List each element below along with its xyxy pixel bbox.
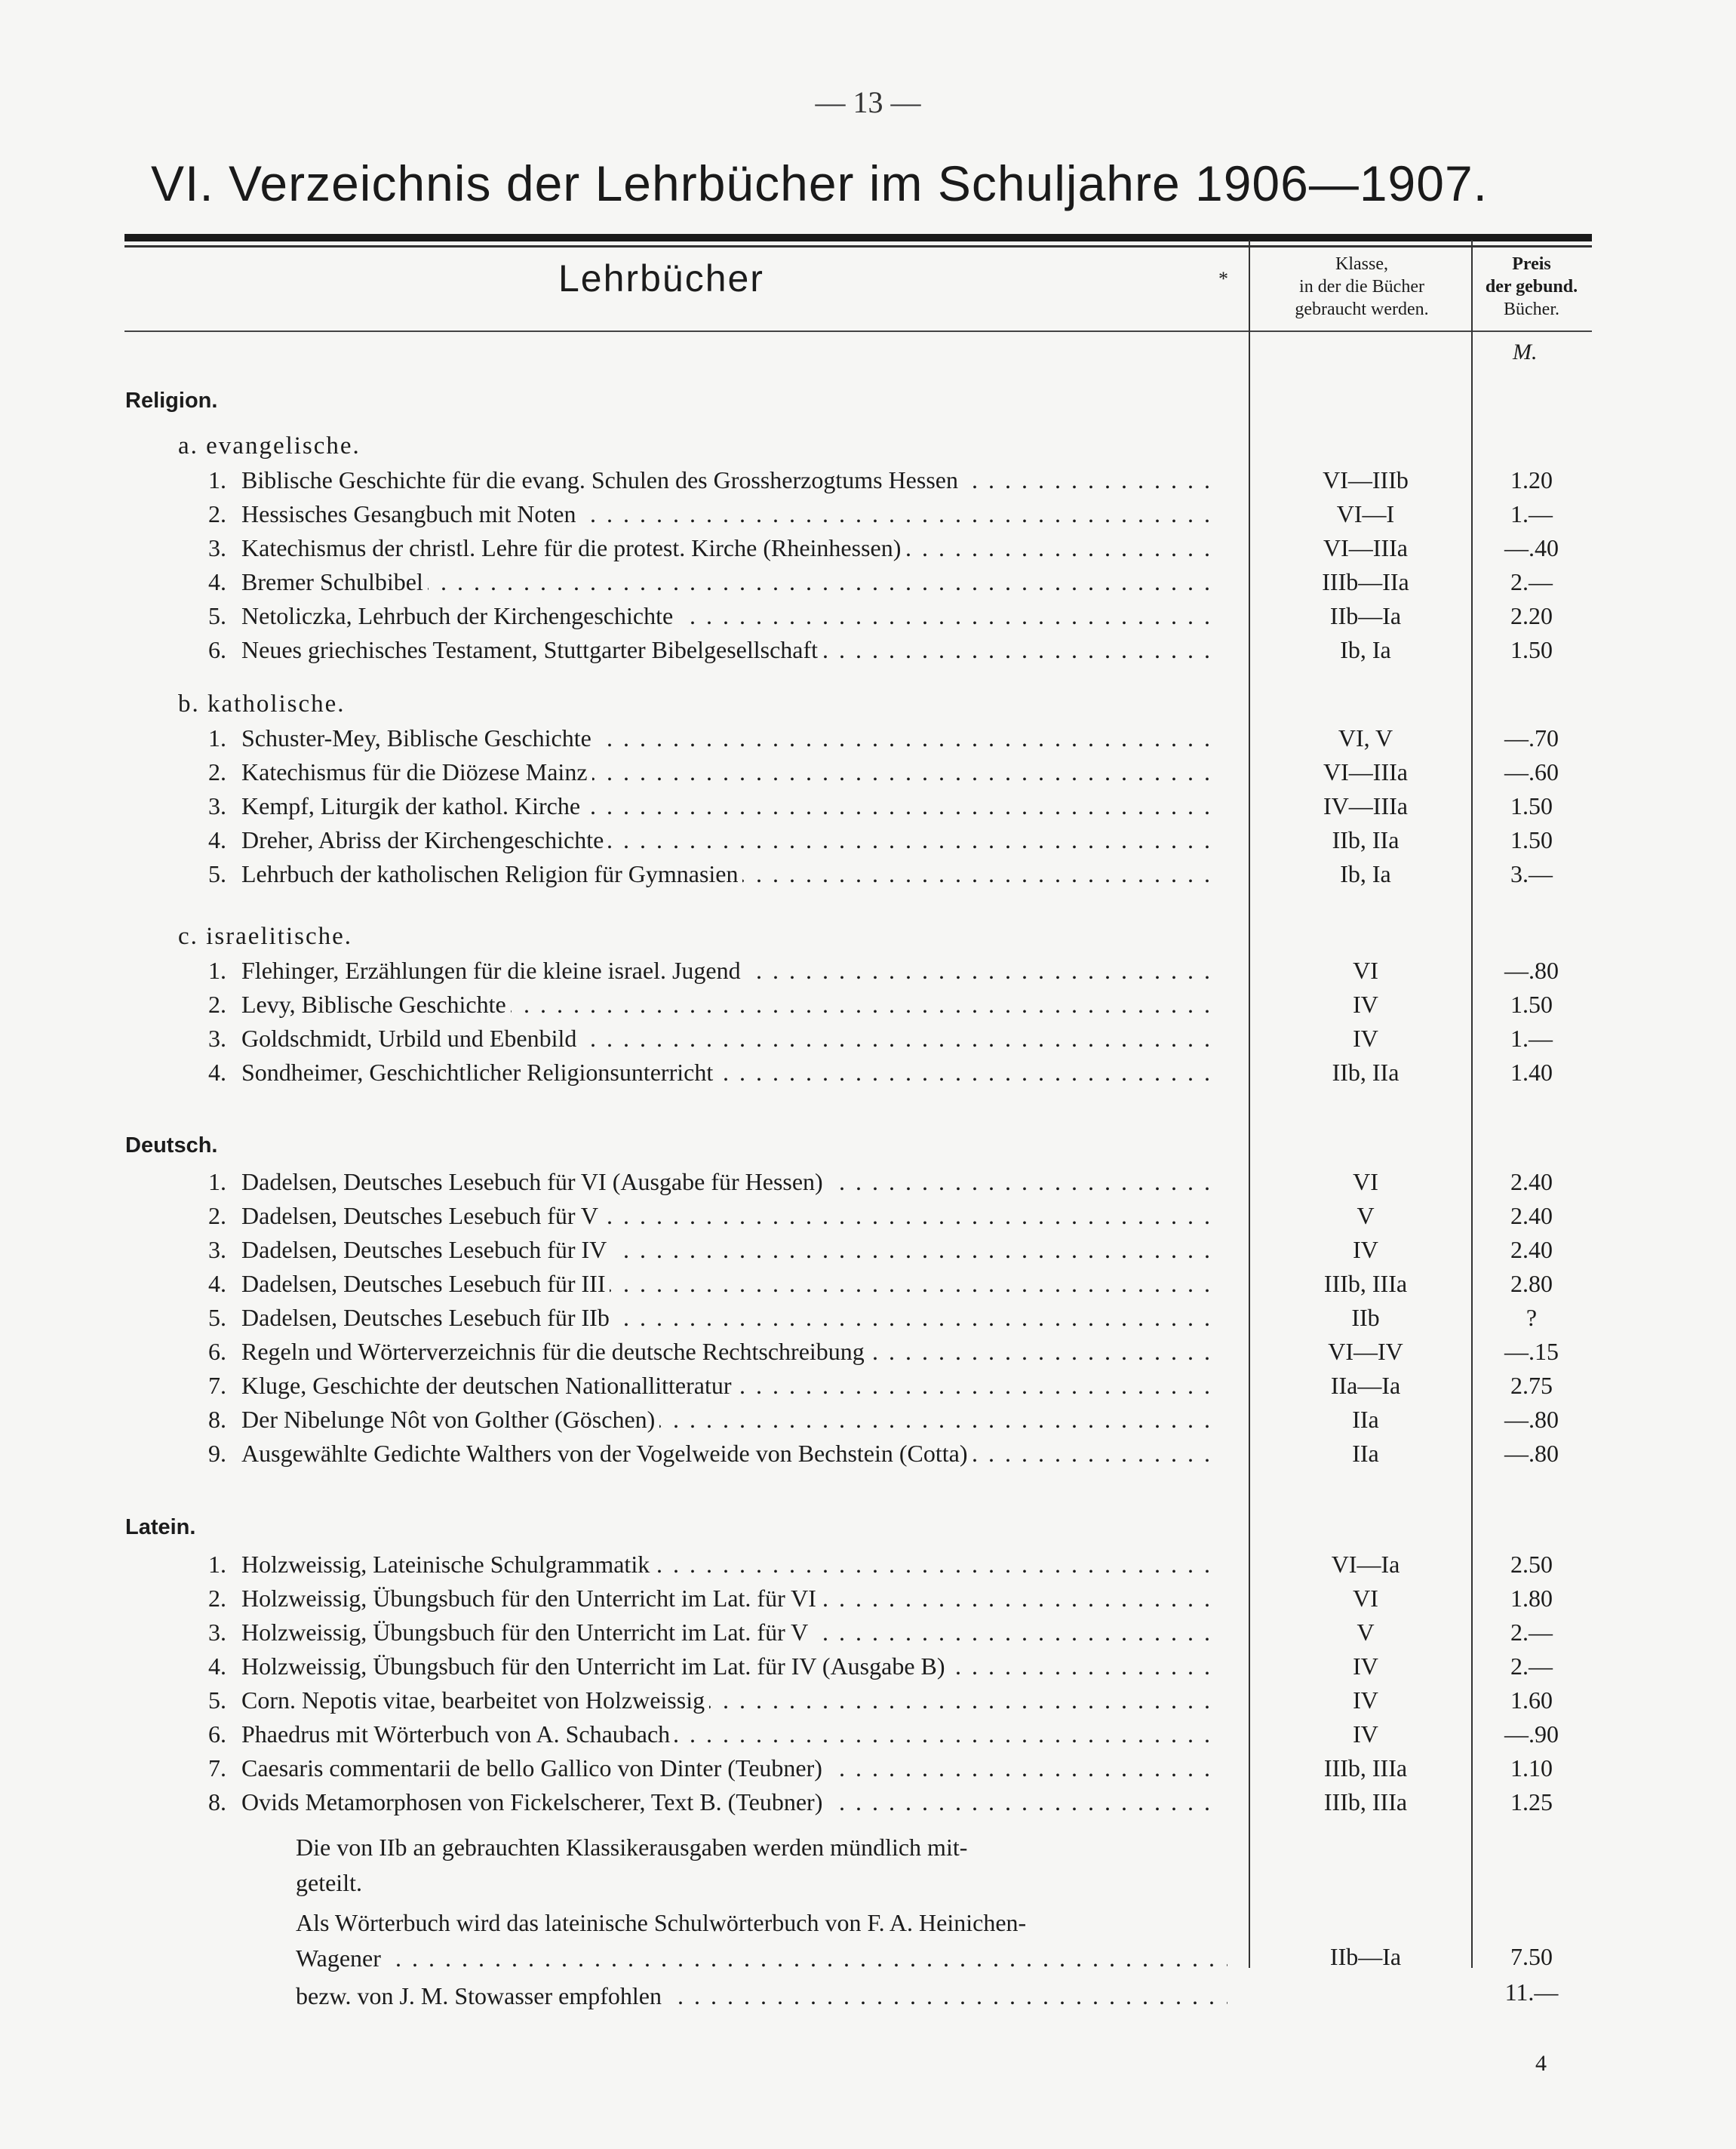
- book-title: Lehrbuch der katholischen Religion für Gymnasien . . .: [241, 860, 1222, 888]
- book-price: 2.—: [1510, 1619, 1553, 1646]
- dictionary-class: IIb—Ia: [1329, 1943, 1402, 1970]
- book-class: IIb: [1351, 1304, 1380, 1331]
- book-class: IV: [1353, 1025, 1378, 1052]
- book-class: VI—IIIb: [1323, 466, 1409, 493]
- book-price: 2.20: [1510, 602, 1553, 629]
- book-row: [0, 1754, 1736, 1788]
- book-class: IIa: [1352, 1406, 1379, 1433]
- book-class: IIa: [1352, 1440, 1379, 1467]
- book-class: IV: [1353, 991, 1378, 1018]
- book-number: 5.: [208, 1686, 226, 1714]
- book-title: Flehinger, Erzählungen für die kleine israel. Jugend . . .: [241, 957, 1222, 985]
- book-class: VI—IIIa: [1323, 758, 1408, 786]
- book-class: IIIb—IIa: [1322, 568, 1409, 595]
- book-class: IV: [1353, 1686, 1378, 1714]
- book-price: —.90: [1504, 1720, 1559, 1748]
- signature-mark: 4: [1535, 2051, 1547, 2076]
- book-row: [0, 1788, 1736, 1822]
- book-row: [0, 826, 1736, 859]
- page-number: — 13 —: [815, 85, 921, 119]
- price-header-line: der gebund.: [1485, 277, 1578, 297]
- book-number: 2.: [208, 1585, 226, 1612]
- book-number: 3.: [208, 792, 226, 819]
- book-title: Kluge, Geschichte der deutschen Nationallitteratur . . .: [241, 1372, 1222, 1400]
- book-title: Kempf, Liturgik der kathol. Kirche . . .: [241, 792, 1222, 820]
- book-number: 4.: [208, 568, 226, 595]
- book-row: [0, 466, 1736, 500]
- book-class: VI: [1353, 957, 1378, 984]
- book-title: Neues griechisches Testament, Stuttgarter Bibelgesellschaft . . .: [241, 636, 1222, 664]
- book-class: IV: [1353, 1652, 1378, 1680]
- book-class: VI: [1353, 1585, 1378, 1612]
- column-header-books: Lehrbücher: [558, 257, 764, 300]
- book-class: IIIb, IIIa: [1323, 1270, 1408, 1297]
- book-number: 7.: [208, 1754, 226, 1782]
- subsection-heading-katholisch: b. katholische.: [178, 690, 346, 718]
- book-class: IIb, IIa: [1332, 826, 1400, 853]
- book-number: 6.: [208, 1720, 226, 1748]
- book-price: —.70: [1504, 724, 1559, 752]
- header-rule-thin: [124, 245, 1592, 247]
- book-price: 1.50: [1510, 792, 1553, 819]
- book-price: 2.80: [1510, 1270, 1553, 1297]
- book-row: [0, 957, 1736, 990]
- book-price: 1.10: [1510, 1754, 1553, 1782]
- book-row: [0, 534, 1736, 567]
- book-row: [0, 1168, 1736, 1201]
- book-number: 7.: [208, 1372, 226, 1399]
- book-row: [0, 991, 1736, 1024]
- book-row: [0, 792, 1736, 825]
- book-price: 1.25: [1510, 1788, 1553, 1815]
- note-line: Die von IIb an gebrauchten Klassikerausgaben werden mündlich mit-: [296, 1834, 968, 1861]
- book-title: Ausgewählte Gedichte Walthers von der Vogelweide von Bechstein (Cotta) . . .: [241, 1440, 1222, 1468]
- book-row: [0, 1619, 1736, 1652]
- column-header-class: [1252, 253, 1471, 321]
- header-asterisk: *: [1218, 268, 1228, 290]
- book-number: 5.: [208, 860, 226, 887]
- book-row: [0, 1338, 1736, 1371]
- book-price: 2.—: [1510, 1652, 1553, 1680]
- book-row: [0, 758, 1736, 792]
- book-title: Phaedrus mit Wörterbuch von A. Schaubach . . .: [241, 1720, 1222, 1748]
- book-price: 1.—: [1510, 500, 1553, 527]
- book-row: [0, 860, 1736, 893]
- subsection-heading-israelitisch: c. israelitische.: [178, 923, 353, 950]
- book-title: Der Nibelunge Nôt von Golther (Göschen) . . .: [241, 1406, 1222, 1434]
- book-row: [0, 602, 1736, 635]
- header-rule-thick: [124, 234, 1592, 241]
- book-class: VI—IIIa: [1323, 534, 1408, 561]
- book-title: Dreher, Abriss der Kirchengeschichte . . .: [241, 826, 1222, 854]
- book-title: Dadelsen, Deutsches Lesebuch für VI (Ausgabe für Hessen) . . .: [241, 1168, 1222, 1196]
- book-title: Katechismus für die Diözese Mainz . . .: [241, 758, 1222, 786]
- book-row: [0, 1202, 1736, 1235]
- book-class: V: [1357, 1619, 1375, 1646]
- book-row: [0, 1270, 1736, 1303]
- latin-note-dictionary: [296, 1905, 1227, 1976]
- book-class: IIIb, IIIa: [1323, 1788, 1408, 1815]
- book-price: —.60: [1504, 758, 1559, 786]
- book-price: 1.20: [1510, 466, 1553, 493]
- book-row: [0, 1652, 1736, 1686]
- book-title: Ovids Metamorphosen von Fickelscherer, Text B. (Teubner) . . .: [241, 1788, 1222, 1816]
- book-title: Dadelsen, Deutsches Lesebuch für III . . .: [241, 1270, 1222, 1298]
- book-price: —.80: [1504, 1440, 1559, 1467]
- book-class: VI—Ia: [1331, 1551, 1400, 1578]
- book-title: Biblische Geschichte für die evang. Schulen des Grossherzogtums Hessen . . .: [241, 466, 1222, 494]
- book-title: Goldschmidt, Urbild und Ebenbild . . .: [241, 1025, 1222, 1053]
- note-line-dotted: bezw. von J. M. Stowasser empfohlen . . .: [296, 1978, 1227, 2014]
- book-price: —.80: [1504, 1406, 1559, 1433]
- book-title: Holzweissig, Übungsbuch für den Unterricht im Lat. für V . . .: [241, 1619, 1222, 1646]
- book-title: Holzweissig, Lateinische Schulgrammatik . . .: [241, 1551, 1222, 1579]
- header-rule-bottom: [124, 330, 1592, 332]
- book-number: 2.: [208, 991, 226, 1018]
- book-number: 5.: [208, 1304, 226, 1331]
- book-number: 4.: [208, 1652, 226, 1680]
- book-title: Netoliczka, Lehrbuch der Kirchengeschichte . . .: [241, 602, 1222, 630]
- book-number: 1.: [208, 724, 226, 752]
- book-price: 1.60: [1510, 1686, 1553, 1714]
- book-row: [0, 1551, 1736, 1584]
- book-class: IV: [1353, 1236, 1378, 1263]
- book-number: 1.: [208, 1168, 226, 1195]
- book-number: 4.: [208, 826, 226, 853]
- book-number: 2.: [208, 758, 226, 786]
- book-number: 9.: [208, 1440, 226, 1467]
- book-price: 2.40: [1510, 1236, 1553, 1263]
- book-number: 6.: [208, 1338, 226, 1365]
- book-number: 1.: [208, 1551, 226, 1578]
- book-class: VI: [1353, 1168, 1378, 1195]
- book-price: 2.40: [1510, 1168, 1553, 1195]
- book-number: 4.: [208, 1059, 226, 1086]
- book-class: VI, V: [1338, 724, 1393, 752]
- price-header-line: Bücher.: [1504, 300, 1559, 319]
- stowasser-price: 11.—: [1504, 1978, 1559, 2006]
- book-class: IIa—Ia: [1330, 1372, 1401, 1399]
- book-price: 2.75: [1510, 1372, 1553, 1399]
- book-price: —.80: [1504, 957, 1559, 984]
- book-number: 3.: [208, 1025, 226, 1052]
- book-row: [0, 1059, 1736, 1092]
- book-class: VI—IV: [1328, 1338, 1403, 1365]
- book-row: [0, 636, 1736, 669]
- book-title: Katechismus der christl. Lehre für die protest. Kirche (Rheinhessen) . . .: [241, 534, 1222, 562]
- book-class: IV—IIIa: [1323, 792, 1408, 819]
- book-price: 1.50: [1510, 826, 1553, 853]
- latin-note-stowasser: [296, 1978, 1227, 2014]
- book-title: Caesaris commentarii de bello Gallico von Dinter (Teubner) . . .: [241, 1754, 1222, 1782]
- book-title: Regeln und Wörterverzeichnis für die deutsche Rechtschreibung . . .: [241, 1338, 1222, 1366]
- class-header-line: gebraucht werden.: [1295, 300, 1429, 319]
- book-row: [0, 1372, 1736, 1405]
- note-line: Als Wörterbuch wird das lateinische Schulwörterbuch von F. A. Heinichen-: [296, 1909, 1027, 1936]
- book-number: 5.: [208, 602, 226, 629]
- book-price: 2.40: [1510, 1202, 1553, 1229]
- book-title: Holzweissig, Übungsbuch für den Unterricht im Lat. für IV (Ausgabe B) . . .: [241, 1652, 1222, 1680]
- note-line-dotted: Wagener . . .: [296, 1941, 1227, 1976]
- class-header-line: in der die Bücher: [1299, 277, 1424, 297]
- book-title: Bremer Schulbibel . . .: [241, 568, 1222, 596]
- book-title: Sondheimer, Geschichtlicher Religionsunterricht . . .: [241, 1059, 1222, 1087]
- book-price: 2.50: [1510, 1551, 1553, 1578]
- note-line: geteilt.: [296, 1869, 362, 1896]
- section-heading-latein: Latein.: [125, 1515, 196, 1539]
- column-header-price: [1475, 253, 1588, 321]
- book-row: [0, 1440, 1736, 1473]
- page-title: VI. Verzeichnis der Lehrbücher im Schuljahre 1906—1907.: [151, 155, 1488, 211]
- book-number: 6.: [208, 636, 226, 663]
- book-row: [0, 1585, 1736, 1618]
- book-price: —.15: [1504, 1338, 1559, 1365]
- book-class: IIIb, IIIa: [1323, 1754, 1408, 1782]
- book-number: 1.: [208, 466, 226, 493]
- book-class: IIb, IIa: [1332, 1059, 1400, 1086]
- book-price: 1.40: [1510, 1059, 1553, 1086]
- book-price: 1.50: [1510, 991, 1553, 1018]
- book-class: Ib, Ia: [1340, 636, 1391, 663]
- book-title: Hessisches Gesangbuch mit Noten . . .: [241, 500, 1222, 528]
- book-number: 4.: [208, 1270, 226, 1297]
- book-class: VI—I: [1336, 500, 1395, 527]
- book-title: Levy, Biblische Geschichte . . .: [241, 991, 1222, 1019]
- book-class: IV: [1353, 1720, 1378, 1748]
- book-row: [0, 568, 1736, 601]
- currency-unit: M.: [1513, 340, 1538, 364]
- book-price: 2.—: [1510, 568, 1553, 595]
- book-row: [0, 724, 1736, 758]
- dictionary-price: 7.50: [1510, 1943, 1553, 1970]
- book-row: [0, 1406, 1736, 1439]
- book-price: —.40: [1504, 534, 1559, 561]
- section-heading-religion: Religion.: [125, 389, 218, 413]
- book-class: Ib, Ia: [1340, 860, 1391, 887]
- book-row: [0, 500, 1736, 533]
- section-heading-deutsch: Deutsch.: [125, 1133, 218, 1158]
- latin-note-classics: [296, 1830, 1227, 1901]
- book-number: 3.: [208, 534, 226, 561]
- book-price: 1.50: [1510, 636, 1553, 663]
- book-class: V: [1357, 1202, 1375, 1229]
- class-header-line: Klasse,: [1335, 254, 1388, 274]
- book-number: 3.: [208, 1619, 226, 1646]
- book-number: 2.: [208, 500, 226, 527]
- price-header-line: Preis: [1512, 254, 1551, 274]
- book-title: Corn. Nepotis vitae, bearbeitet von Holzweissig . . .: [241, 1686, 1222, 1714]
- book-title: Schuster-Mey, Biblische Geschichte . . .: [241, 724, 1222, 752]
- book-row: [0, 1304, 1736, 1337]
- subsection-heading-evangelisch: a. evangelische.: [178, 432, 361, 460]
- book-row: [0, 1236, 1736, 1269]
- book-price: 3.—: [1510, 860, 1553, 887]
- book-number: 1.: [208, 957, 226, 984]
- book-number: 2.: [208, 1202, 226, 1229]
- book-row: [0, 1686, 1736, 1720]
- book-number: 8.: [208, 1788, 226, 1815]
- book-number: 3.: [208, 1236, 226, 1263]
- book-title: Holzweissig, Übungsbuch für den Unterricht im Lat. für VI . . .: [241, 1585, 1222, 1613]
- book-price: 1.80: [1510, 1585, 1553, 1612]
- book-class: IIb—Ia: [1329, 602, 1402, 629]
- book-row: [0, 1720, 1736, 1754]
- book-title: Dadelsen, Deutsches Lesebuch für V . . .: [241, 1202, 1222, 1230]
- book-number: 8.: [208, 1406, 226, 1433]
- book-price: 1.—: [1510, 1025, 1553, 1052]
- book-title: Dadelsen, Deutsches Lesebuch für IIb . . .: [241, 1304, 1222, 1332]
- book-price: ?: [1526, 1304, 1538, 1331]
- book-row: [0, 1025, 1736, 1058]
- book-title: Dadelsen, Deutsches Lesebuch für IV . . .: [241, 1236, 1222, 1264]
